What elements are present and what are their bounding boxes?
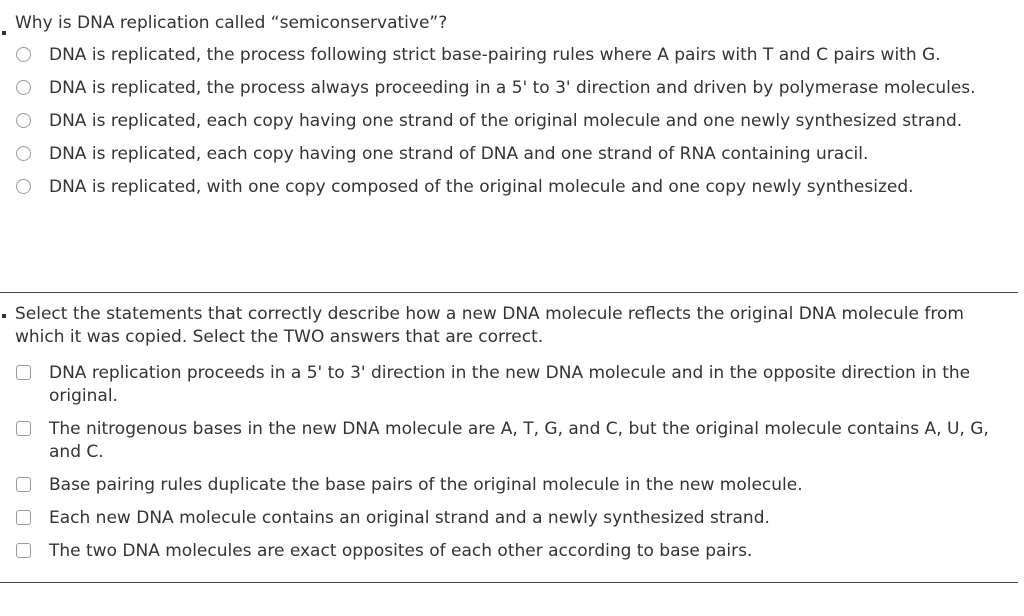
question-prompt: Select the statements that correctly describe how a new DNA molecule reflects the original DNA molecule from which it was copied. Select the TWO answers that are correct. <box>15 304 964 347</box>
question-bullet <box>2 314 6 318</box>
answer-option[interactable] <box>0 474 1009 497</box>
answer-option-label: DNA is replicated, with one copy composed of the original molecule and one copy newly synthesized. <box>49 177 914 197</box>
checkbox[interactable] <box>16 477 31 492</box>
answer-options <box>0 362 1018 563</box>
question-bullet <box>2 31 6 35</box>
answer-option-label: DNA is replicated, the process following strict base-pairing rules where A pairs with T and C pairs with G. <box>49 45 941 65</box>
answer-option[interactable] <box>0 77 1009 100</box>
question-divider <box>0 292 1018 293</box>
radio-button[interactable] <box>16 146 31 161</box>
answer-option-label: DNA replication proceeds in a 5' to 3' direction in the new DNA molecule and in the opposite direction in the original. <box>49 363 971 406</box>
answer-option-label: Each new DNA molecule contains an original strand and a newly synthesized strand. <box>49 508 770 528</box>
checkbox[interactable] <box>16 543 31 558</box>
radio-button[interactable] <box>16 179 31 194</box>
answer-option[interactable] <box>0 143 1009 166</box>
checkbox[interactable] <box>16 510 31 525</box>
question-prompt: Why is DNA replication called “semiconservative”? <box>15 13 448 33</box>
answer-option[interactable] <box>0 362 1009 408</box>
answer-option-label: The nitrogenous bases in the new DNA molecule are A, T, G, and C, but the original molecule contains A, U, G, and C. <box>49 419 989 462</box>
answer-option[interactable] <box>0 507 1009 530</box>
answer-option-label: DNA is replicated, each copy having one strand of the original molecule and one newly synthesized strand. <box>49 111 963 131</box>
answer-option[interactable] <box>0 176 1009 199</box>
answer-options <box>0 44 1018 199</box>
checkbox[interactable] <box>16 365 31 380</box>
answer-option-label: The two DNA molecules are exact opposites of each other according to base pairs. <box>49 541 753 561</box>
radio-button[interactable] <box>16 113 31 128</box>
checkbox[interactable] <box>16 421 31 436</box>
radio-button[interactable] <box>16 47 31 62</box>
answer-option[interactable] <box>0 110 1009 133</box>
answer-option-label: DNA is replicated, each copy having one strand of DNA and one strand of RNA containing uracil. <box>49 144 869 164</box>
radio-button[interactable] <box>16 80 31 95</box>
answer-option-label: DNA is replicated, the process always proceeding in a 5' to 3' direction and driven by polymerase molecules. <box>49 78 976 98</box>
answer-option[interactable] <box>0 540 1009 563</box>
question-2 <box>0 303 1018 563</box>
answer-option[interactable] <box>0 418 1009 464</box>
question-1 <box>0 12 1018 199</box>
answer-option-label: Base pairing rules duplicate the base pairs of the original molecule in the new molecule. <box>49 475 803 495</box>
question-divider <box>0 582 1018 583</box>
answer-option[interactable] <box>0 44 1009 67</box>
